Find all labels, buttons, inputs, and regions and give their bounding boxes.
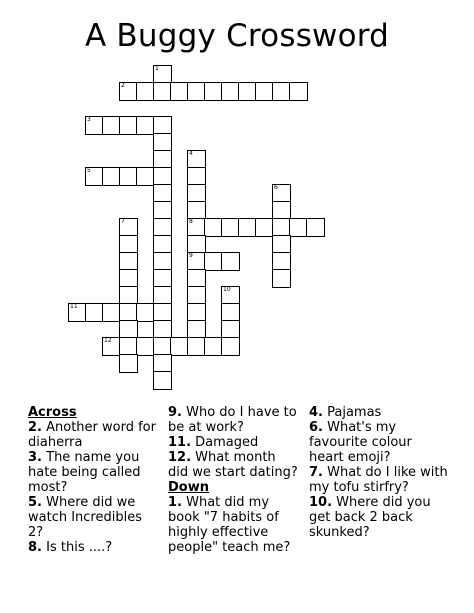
clue-number-label: 12	[104, 336, 112, 344]
clue-number-label: 1	[155, 64, 159, 72]
clue-across-5	[28, 495, 158, 540]
grid-cell[interactable]	[119, 354, 138, 373]
grid-cell[interactable]	[153, 371, 172, 390]
clue-column-3	[309, 405, 449, 540]
grid-cell[interactable]	[272, 269, 291, 288]
clue-text: The name you hate being called most?	[28, 450, 141, 495]
clue-number-label: 10	[223, 285, 231, 293]
clue-text: What month did we start dating?	[168, 450, 298, 480]
clue-text: Damaged	[195, 435, 259, 450]
clue-down-7	[309, 465, 449, 495]
clue-text: Pajamas	[327, 405, 382, 420]
clue-across-9	[168, 405, 298, 435]
clue-number: 5.	[28, 495, 42, 510]
clue-number: 3.	[28, 450, 42, 465]
grid-cell[interactable]	[306, 218, 325, 237]
clue-text: Is this ....?	[46, 540, 113, 555]
clue-down-6	[309, 420, 449, 465]
clue-text: Another word for diaherra	[28, 420, 156, 450]
clue-down-1	[168, 495, 298, 555]
clue-number-label: 8	[189, 217, 193, 225]
clue-text: What do I like with my tofu stirfry?	[309, 465, 448, 495]
clue-text: Where did we watch Incredibles 2?	[28, 495, 142, 540]
clue-number-label: 9	[189, 251, 193, 259]
clue-number: 9.	[168, 405, 182, 420]
grid-cell[interactable]	[221, 337, 240, 356]
grid-cell[interactable]	[221, 252, 240, 271]
clue-text: What's my favourite colour heart emoji?	[309, 420, 412, 465]
down-heading: Down	[168, 480, 209, 495]
clue-number: 4.	[309, 405, 323, 420]
clue-number-label: 7	[121, 217, 125, 225]
clue-across-12	[168, 450, 298, 480]
puzzle-title: A Buggy Crossword	[84, 18, 390, 54]
clue-column-2	[168, 405, 298, 555]
clue-number-label: 11	[70, 302, 78, 310]
clue-column-1	[28, 405, 158, 555]
across-heading: Across	[28, 405, 77, 420]
grid-cell[interactable]	[289, 82, 308, 101]
clue-across-3	[28, 450, 158, 495]
clue-across-2	[28, 420, 158, 450]
clue-number-label: 2	[121, 81, 125, 89]
clue-number: 7.	[309, 465, 323, 480]
clue-across-8	[28, 540, 158, 555]
clue-down-10	[309, 495, 449, 540]
clue-across-11	[168, 435, 298, 450]
clue-down-4	[309, 405, 449, 420]
clue-list	[0, 405, 474, 605]
clue-number-label: 4	[189, 149, 193, 157]
clue-text: Who do I have to be at work?	[168, 405, 297, 435]
clue-number: 1.	[168, 495, 182, 510]
clue-number: 12.	[168, 450, 192, 465]
clue-number: 11.	[168, 435, 192, 450]
clue-text: Where did you get back 2 back skunked?	[309, 495, 431, 540]
clue-number-label: 3	[87, 115, 91, 123]
clue-number: 2.	[28, 420, 42, 435]
clue-number: 8.	[28, 540, 42, 555]
clue-number: 6.	[309, 420, 323, 435]
clue-number-label: 5	[87, 166, 91, 174]
clue-text: What did my book "7 habits of highly effective people" teach me?	[168, 495, 291, 555]
clue-number: 10.	[309, 495, 333, 510]
clue-number-label: 6	[274, 183, 278, 191]
